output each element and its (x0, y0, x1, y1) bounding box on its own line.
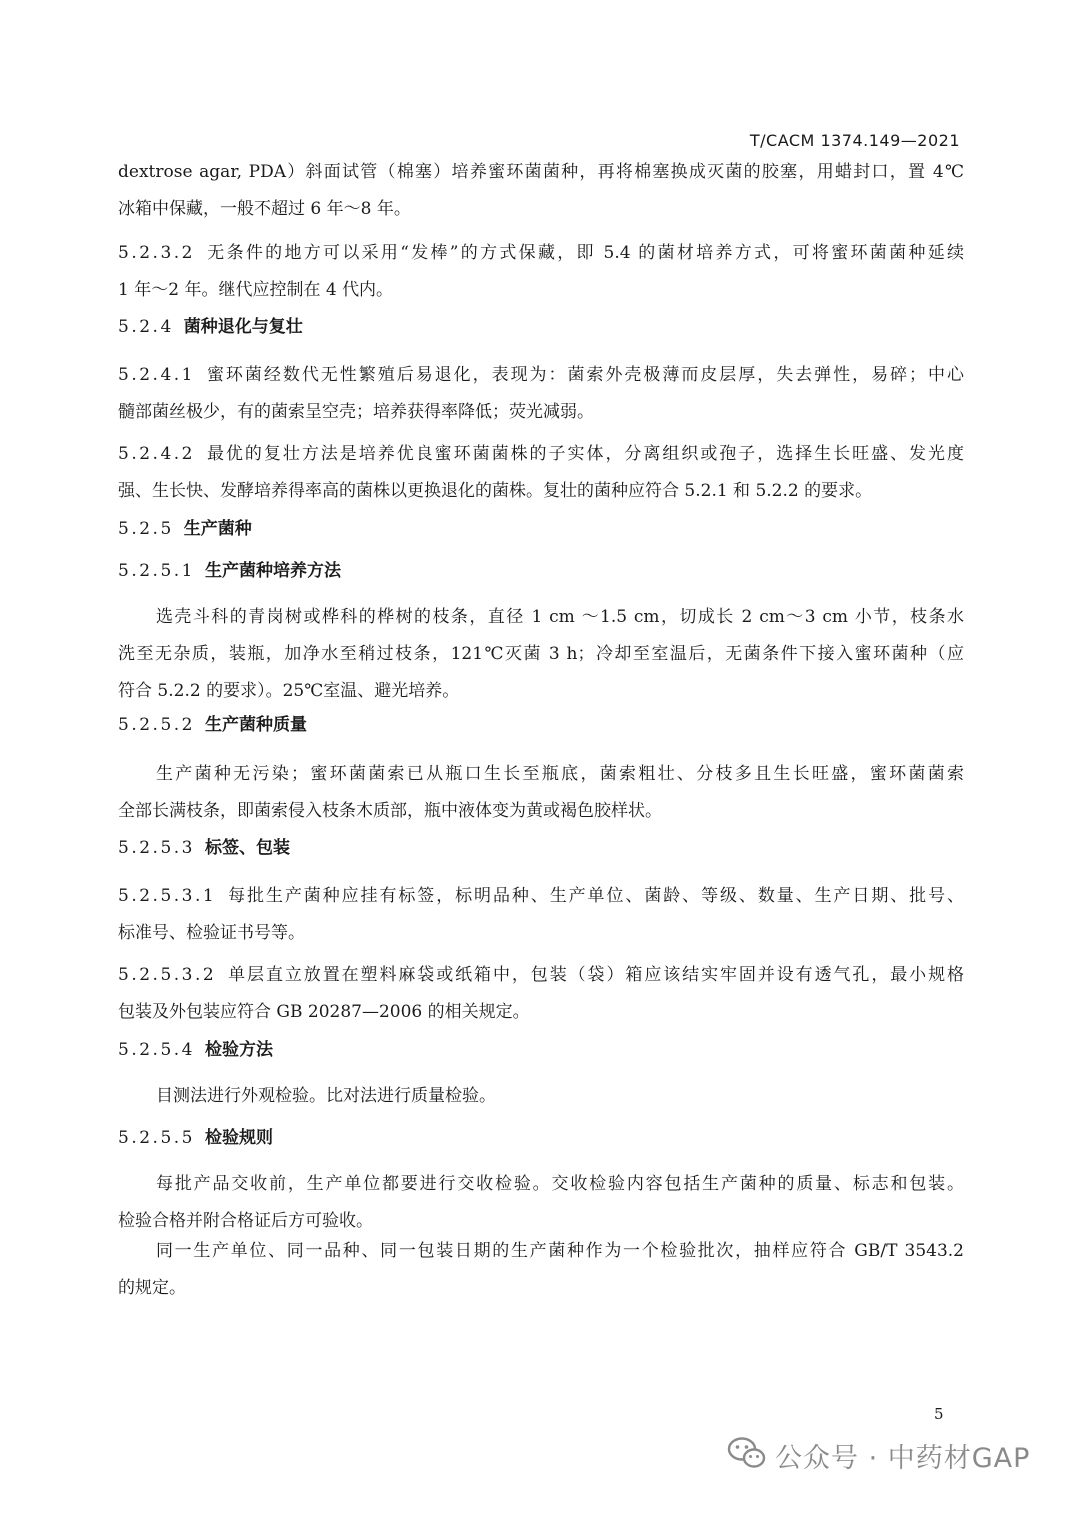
paragraph-5-2-5-1 (118, 606, 964, 702)
paragraph-line: dextrose agar, PDA）斜面试管（棉塞）培养蜜环菌菌种，再将棉塞换成灭菌的胶塞，用蜡封口，置 4℃ (118, 162, 964, 182)
clause-number: 5.2.4.1 (118, 365, 195, 385)
document-code: T/CACM 1374.149—2021 (749, 131, 960, 150)
paragraph-intro (118, 161, 964, 220)
watermark (727, 1435, 1030, 1475)
page-number: 5 (934, 1405, 944, 1423)
clause-line (118, 885, 964, 907)
clause-line: 包装及外包装应符合 GB 20287—2006 的相关规定。 (118, 1002, 530, 1022)
heading-5-2-5-5 (118, 1127, 964, 1149)
heading-title: 菌种退化与复壮 (183, 317, 303, 337)
clause-line (118, 242, 964, 264)
clause-text: 最优的复壮方法是培养优良蜜环菌菌株的子实体，分离组织或孢子，选择生长旺盛、发光度 (204, 444, 964, 464)
paragraph-5-2-5-2 (118, 763, 964, 822)
paragraph-5-2-5-4 (118, 1085, 964, 1107)
heading-title: 检验方法 (204, 1040, 273, 1060)
paragraph-line: 符合 5.2.2 的要求）。25℃室温、避光培养。 (118, 681, 460, 701)
paragraph-line: 的规定。 (118, 1278, 186, 1298)
clause-line (118, 443, 964, 465)
clause-5-2-3-2 (118, 242, 964, 301)
heading-number: 5.2.5.3 (118, 838, 195, 858)
clause-text: 每批生产菌种应挂有标签，标明品种、生产单位、菌龄、等级、数量、生产日期、批号、 (226, 886, 964, 906)
clause-5-2-4-1 (118, 364, 964, 423)
clause-5-2-5-3-1 (118, 885, 964, 944)
heading-number: 5.2.5.4 (118, 1040, 195, 1060)
paragraph-line: 洗至无杂质，装瓶，加净水至稍过枝条，121℃灭菌 3 h；冷却至室温后，无菌条件下接入蜜环菌种（应 (118, 644, 964, 664)
clause-line: 1 年～2 年。继代应控制在 4 代内。 (118, 280, 394, 300)
clause-line (118, 364, 964, 386)
clause-text: 蜜环菌经数代无性繁殖后易退化，表现为：菌索外壳极薄而皮层厚，失去弹性，易碎；中心 (204, 365, 964, 385)
paragraph-line: 检验合格并附合格证后方可验收。 (118, 1211, 373, 1231)
heading-number: 5.2.4 (118, 317, 174, 337)
heading-title: 生产菌种 (183, 519, 252, 539)
clause-number: 5.2.3.2 (118, 243, 195, 263)
paragraph-line: 全部长满枝条，即菌索侵入枝条木质部，瓶中液体变为黄或褐色胶样状。 (118, 801, 662, 821)
clause-number: 5.2.4.2 (118, 444, 195, 464)
heading-title: 检验规则 (204, 1128, 273, 1148)
heading-number: 5.2.5 (118, 519, 174, 539)
heading-5-2-5-3 (118, 837, 964, 859)
paragraph-line: 同一生产单位、同一品种、同一包装日期的生产菌种作为一个检验批次，抽样应符合 GB/T 3543.2 (156, 1241, 964, 1261)
clause-line: 髓部菌丝极少，有的菌索呈空壳；培养获得率降低；荧光减弱。 (118, 402, 594, 422)
heading-number: 5.2.5.2 (118, 715, 195, 735)
paragraph-line: 选壳斗科的青岗树或桦科的桦树的枝条，直径 1 cm ～1.5 cm，切成长 2 cm～3 cm 小节，枝条水 (156, 607, 964, 627)
clause-number: 5.2.5.3.1 (118, 886, 217, 906)
clause-text: 单层直立放置在塑料麻袋或纸箱中，包装（袋）箱应该结实牢固并设有透气孔，最小规格 (226, 965, 964, 985)
clause-line (118, 964, 964, 986)
clause-number: 5.2.5.3.2 (118, 965, 217, 985)
heading-title: 生产菌种培养方法 (204, 561, 341, 581)
heading-title: 生产菌种质量 (204, 715, 307, 735)
paragraph-line: 目测法进行外观检验。比对法进行质量检验。 (156, 1086, 496, 1106)
wechat-icon (727, 1436, 767, 1474)
clause-5-2-4-2 (118, 443, 964, 502)
clause-text: 无条件的地方可以采用“发棒”的方式保藏，即 5.4 的菌材培养方式，可将蜜环菌菌种延续 (204, 243, 964, 263)
heading-5-2-5-2 (118, 714, 964, 736)
clause-line: 标准号、检验证书号等。 (118, 923, 305, 943)
paragraph-line: 每批产品交收前，生产单位都要进行交收检验。交收检验内容包括生产菌种的质量、标志和包装。 (156, 1174, 964, 1194)
clause-5-2-5-3-2 (118, 964, 964, 1023)
heading-number: 5.2.5.5 (118, 1128, 195, 1148)
paragraph-line: 冰箱中保藏，一般不超过 6 年～8 年。 (118, 199, 411, 219)
paragraph-line: 生产菌种无污染；蜜环菌菌索已从瓶口生长至瓶底，菌索粗壮、分枝多且生长旺盛，蜜环菌菌索 (156, 764, 964, 784)
paragraph-5-2-5-5-b (118, 1240, 964, 1299)
clause-line: 强、生长快、发酵培养得率高的菌株以更换退化的菌株。复壮的菌种应符合 5.2.1 和 5.2.2 的要求。 (118, 481, 873, 501)
heading-5-2-5-1 (118, 560, 964, 582)
paragraph-5-2-5-5-a (118, 1173, 964, 1232)
heading-title: 标签、包装 (204, 838, 290, 858)
heading-5-2-5 (118, 518, 964, 540)
heading-5-2-4 (118, 316, 964, 338)
heading-5-2-5-4 (118, 1039, 964, 1061)
watermark-text: 公众号 · 中药材GAP (775, 1442, 1031, 1474)
heading-number: 5.2.5.1 (118, 561, 195, 581)
